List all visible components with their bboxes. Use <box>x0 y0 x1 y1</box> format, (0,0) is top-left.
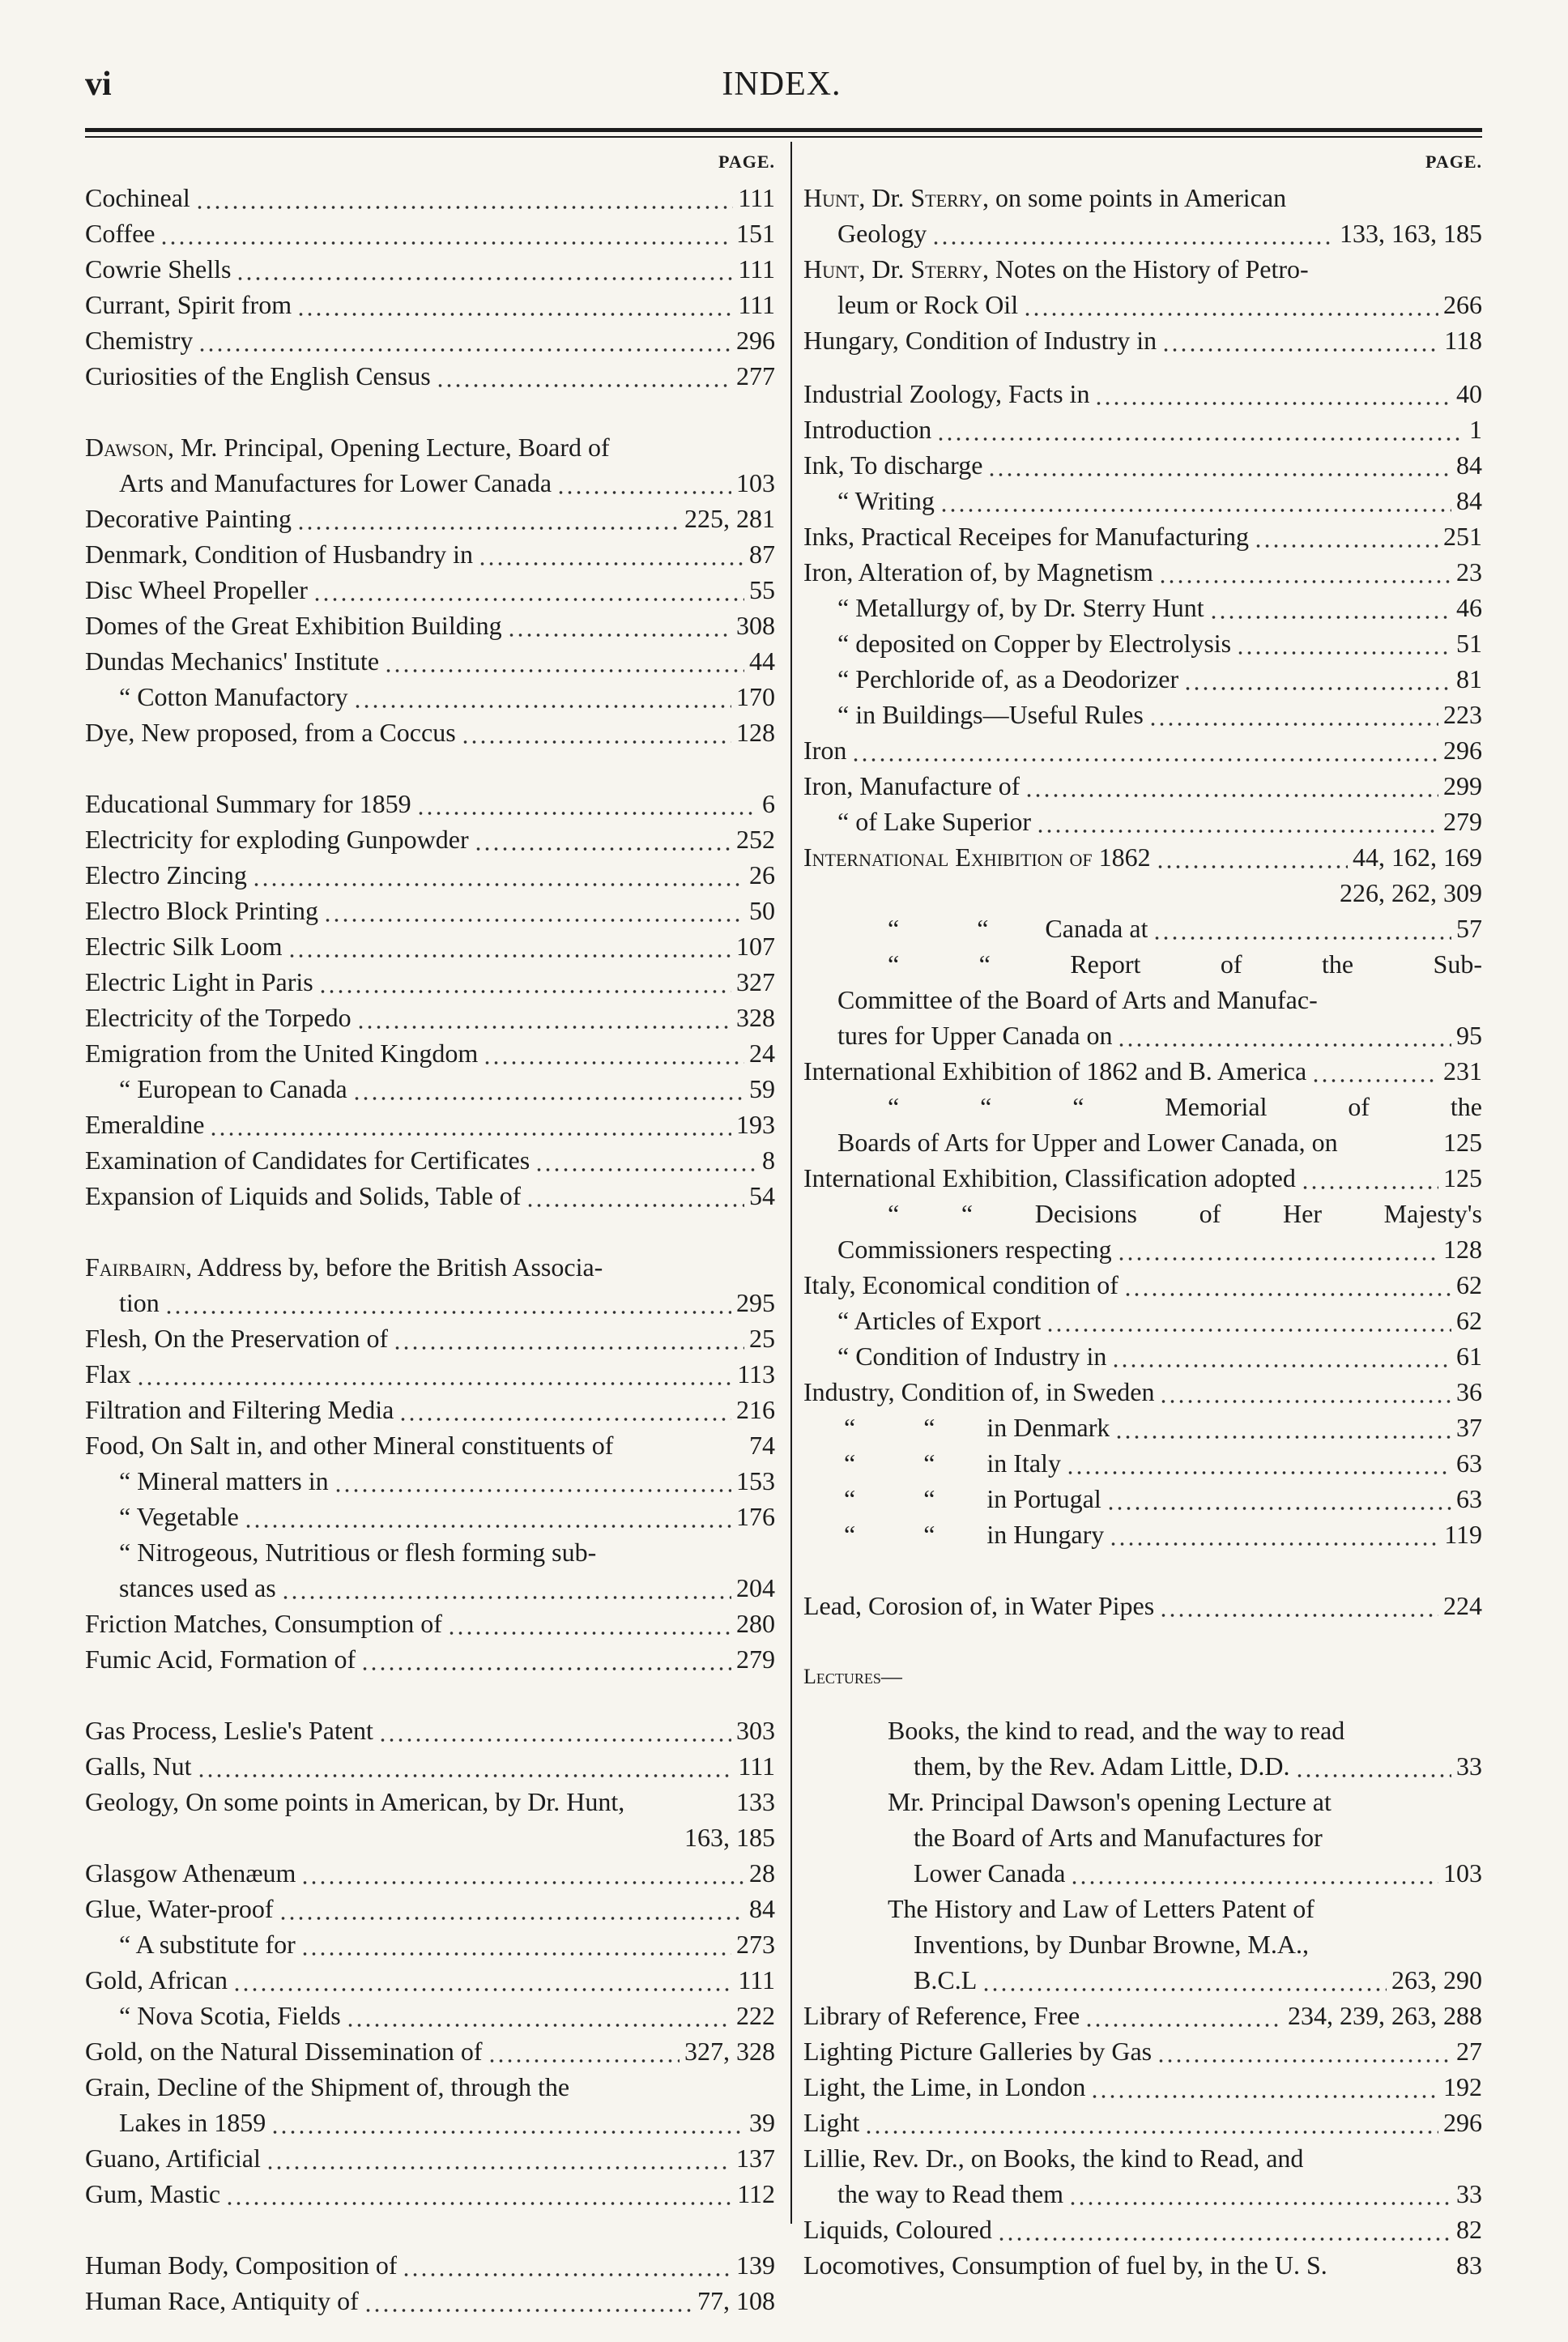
index-entry: Currant, Spirit from 111 <box>85 287 775 322</box>
index-entry: Educational Summary for 1859 6 <box>85 786 775 821</box>
index-entry: Inventions, by Dunbar Browne, M.A., <box>914 1930 1309 1959</box>
index-entry: Gum, Mastic 112 <box>85 2176 775 2212</box>
index-entry: “ in Buildings—Useful Rules 223 <box>803 697 1482 732</box>
index-entry: “ of Lake Superior 279 <box>803 804 1482 839</box>
index-entry: “ “ Decisions of Her Majesty's <box>888 1199 1482 1228</box>
index-entry: Emeraldine 193 <box>85 1107 775 1142</box>
index-entry: “ “ Canada at 57 <box>803 911 1482 946</box>
index-entry: “ Condition of Industry in 61 <box>803 1338 1482 1374</box>
index-entry: Decorative Painting 225, 281 <box>85 501 775 536</box>
index-entry: Liquids, Coloured 82 <box>803 2212 1482 2247</box>
index-entry: “ “ “ Memorial of the <box>888 1092 1482 1121</box>
index-entry: Coffee 151 <box>85 215 775 251</box>
index-entry: Electricity of the Torpedo 328 <box>85 1000 775 1035</box>
index-entry: Electric Light in Paris 327 <box>85 964 775 1000</box>
index-entry: Electro Zincing 26 <box>85 857 775 893</box>
index-entry: Electro Block Printing 50 <box>85 893 775 928</box>
index-entry: Curiosities of the English Census 277 <box>85 358 775 394</box>
index-entry: B.C.L 263, 290 <box>803 1962 1482 1998</box>
index-entry: “ Nitrogeous, Nutritious or flesh forming sub- <box>119 1538 597 1567</box>
index-entry: Grain, Decline of the Shipment of, through the <box>85 2072 570 2101</box>
index-entry: “ “ Report of the Sub- <box>888 949 1482 979</box>
index-entry: International Exhibition of 1862 and B. America 231 <box>803 1053 1482 1089</box>
index-entry: leum or Rock Oil 266 <box>803 287 1482 322</box>
index-entry: “ Metallurgy of, by Dr. Sterry Hunt 46 <box>803 590 1482 625</box>
index-entry: Examination of Candidates for Certificates 8 <box>85 1142 775 1178</box>
index-entry: the Board of Arts and Manufactures for <box>914 1823 1323 1852</box>
index-entry: Fumic Acid, Formation of 279 <box>85 1641 775 1677</box>
index-entry: Fairbairn, Address by, before the British Associa- <box>85 1252 603 1282</box>
page-column-label: PAGE. <box>718 151 775 172</box>
index-entry: Domes of the Great Exhibition Building 308 <box>85 608 775 643</box>
index-entry: “ Nova Scotia, Fields 222 <box>85 1998 775 2033</box>
index-entry: “ European to Canada 59 <box>85 1071 775 1107</box>
index-entry: Denmark, Condition of Husbandry in 87 <box>85 536 775 572</box>
column-divider <box>790 142 792 2224</box>
index-entry: “ A substitute for 273 <box>85 1926 775 1962</box>
running-head <box>85 65 1478 113</box>
index-entry: Flesh, On the Preservation of 25 <box>85 1320 775 1356</box>
index-entry: Books, the kind to read, and the way to read <box>888 1716 1345 1745</box>
index-entry: Mr. Principal Dawson's opening Lecture at <box>888 1787 1332 1816</box>
index-entry: “ Articles of Export 62 <box>803 1303 1482 1338</box>
index-entry: The History and Law of Letters Patent of <box>888 1894 1314 1923</box>
index-entry: Italy, Economical condition of 62 <box>803 1267 1482 1303</box>
index-entry: Cowrie Shells 111 <box>85 251 775 287</box>
index-entry: “ “ in Hungary 119 <box>803 1517 1482 1552</box>
index-entry: Flax 113 <box>85 1356 775 1392</box>
index-entry: Geology, On some points in American, by Dr. Hunt, 133 <box>85 1787 775 1816</box>
page-title: INDEX. <box>722 66 842 103</box>
index-entry: Expansion of Liquids and Solids, Table of 54 <box>85 1178 775 1214</box>
index-entry: Commissioners respecting 128 <box>803 1231 1482 1267</box>
index-entry: Hungary, Condition of Industry in 118 <box>803 322 1482 358</box>
page-column-label: PAGE. <box>1425 151 1482 172</box>
index-entry: the way to Read them 33 <box>803 2176 1482 2212</box>
index-entry: Committee of the Board of Arts and Manufac- <box>837 985 1318 1014</box>
index-entry: them, by the Rev. Adam Little, D.D. 33 <box>803 1748 1482 1784</box>
index-entry: Ink, To discharge 84 <box>803 447 1482 483</box>
index-entry: Dundas Mechanics' Institute 44 <box>85 643 775 679</box>
index-entry: “ Vegetable 176 <box>85 1499 775 1534</box>
index-entry: “ Writing 84 <box>803 483 1482 518</box>
index-entry: Lead, Corosion of, in Water Pipes 224 <box>803 1588 1482 1623</box>
index-entry: “ deposited on Copper by Electrolysis 51 <box>803 625 1482 661</box>
index-entry: Disc Wheel Propeller 55 <box>85 572 775 608</box>
index-column-right <box>803 144 1482 2283</box>
index-entry: stances used as 204 <box>85 1570 775 1606</box>
index-entry: Lakes in 1859 39 <box>85 2105 775 2140</box>
index-entry: Electricity for exploding Gunpowder 252 <box>85 821 775 857</box>
index-entry: Gold, African 111 <box>85 1962 775 1998</box>
index-entry: tion 295 <box>85 1285 775 1320</box>
index-entry: Gas Process, Leslie's Patent 303 <box>85 1713 775 1748</box>
index-entry: Iron, Manufacture of 299 <box>803 768 1482 804</box>
index-entry: Guano, Artificial 137 <box>85 2140 775 2176</box>
index-entry: tures for Upper Canada on 95 <box>803 1017 1482 1053</box>
header-rule-thick <box>85 128 1482 132</box>
index-entry: “ Perchloride of, as a Deodorizer 81 <box>803 661 1482 697</box>
index-entry: “ Cotton Manufactory 170 <box>85 679 775 715</box>
section-heading-lectures: Lectures— <box>803 1665 902 1688</box>
index-entry: Filtration and Filtering Media 216 <box>85 1392 775 1427</box>
index-entry: “ “ in Portugal 63 <box>803 1481 1482 1517</box>
index-entry: Dawson, Mr. Principal, Opening Lecture, Board of <box>85 433 610 462</box>
index-entry: Industrial Zoology, Facts in 40 <box>803 376 1482 412</box>
header-rule-thin <box>85 136 1482 138</box>
index-entry: Lillie, Rev. Dr., on Books, the kind to Read, and <box>803 2144 1304 2173</box>
index-entry: Glasgow Athenæum 28 <box>85 1855 775 1891</box>
index-entry: Friction Matches, Consumption of 280 <box>85 1606 775 1641</box>
index-entry: Gold, on the Natural Dissemination of 327, 328 <box>85 2033 775 2069</box>
index-entry: Emigration from the United Kingdom 24 <box>85 1035 775 1071</box>
index-entry: 163, 185 <box>684 1823 775 1852</box>
index-entry: Human Race, Antiquity of 77, 108 <box>85 2283 775 2319</box>
index-entry: Cochineal 111 <box>85 180 775 215</box>
index-entry: Glue, Water-proof 84 <box>85 1891 775 1926</box>
index-entry: Electric Silk Loom 107 <box>85 928 775 964</box>
index-entry: Iron 296 <box>803 732 1482 768</box>
index-entry: Lighting Picture Galleries by Gas 27 <box>803 2033 1482 2069</box>
index-entry: Industry, Condition of, in Sweden 36 <box>803 1374 1482 1410</box>
index-entry: Human Body, Composition of 139 <box>85 2247 775 2283</box>
index-entry: Arts and Manufactures for Lower Canada 103 <box>85 465 775 501</box>
index-entry: International Exhibition of 1862 44, 162, 169 <box>803 839 1482 875</box>
index-entry: Dye, New proposed, from a Coccus 128 <box>85 715 775 750</box>
index-entry: Lower Canada 103 <box>803 1855 1482 1891</box>
index-entry: Iron, Alteration of, by Magnetism 23 <box>803 554 1482 590</box>
index-entry: International Exhibition, Classification adopted 125 <box>803 1160 1482 1196</box>
page-number: vi <box>85 66 112 103</box>
index-column-left <box>85 144 775 2319</box>
index-entry: Introduction 1 <box>803 412 1482 447</box>
index-entry: Geology 133, 163, 185 <box>803 215 1482 251</box>
index-entry: Light 296 <box>803 2105 1482 2140</box>
index-entry: “ “ in Denmark 37 <box>803 1410 1482 1445</box>
index-entry: Food, On Salt in, and other Mineral constituents of 74 <box>85 1431 775 1460</box>
index-entry: “ “ in Italy 63 <box>803 1445 1482 1481</box>
index-entry: Inks, Practical Receipes for Manufacturing 251 <box>803 518 1482 554</box>
index-entry: Locomotives, Consumption of fuel by, in the U. S. 83 <box>803 2250 1482 2280</box>
index-entry: Hunt, Dr. Sterry, Notes on the History of Petro- <box>803 254 1309 284</box>
index-entry: Galls, Nut 111 <box>85 1748 775 1784</box>
index-entry: “ Mineral matters in 153 <box>85 1463 775 1499</box>
index-entry: Light, the Lime, in London 192 <box>803 2069 1482 2105</box>
index-entry: Chemistry 296 <box>85 322 775 358</box>
index-entry: Boards of Arts for Upper and Lower Canada, on 125 <box>837 1128 1482 1157</box>
index-entry: 226, 262, 309 <box>1340 878 1482 907</box>
index-entry: Hunt, Dr. Sterry, on some points in American <box>803 183 1287 212</box>
index-entry: Library of Reference, Free 234, 239, 263, 288 <box>803 1998 1482 2033</box>
